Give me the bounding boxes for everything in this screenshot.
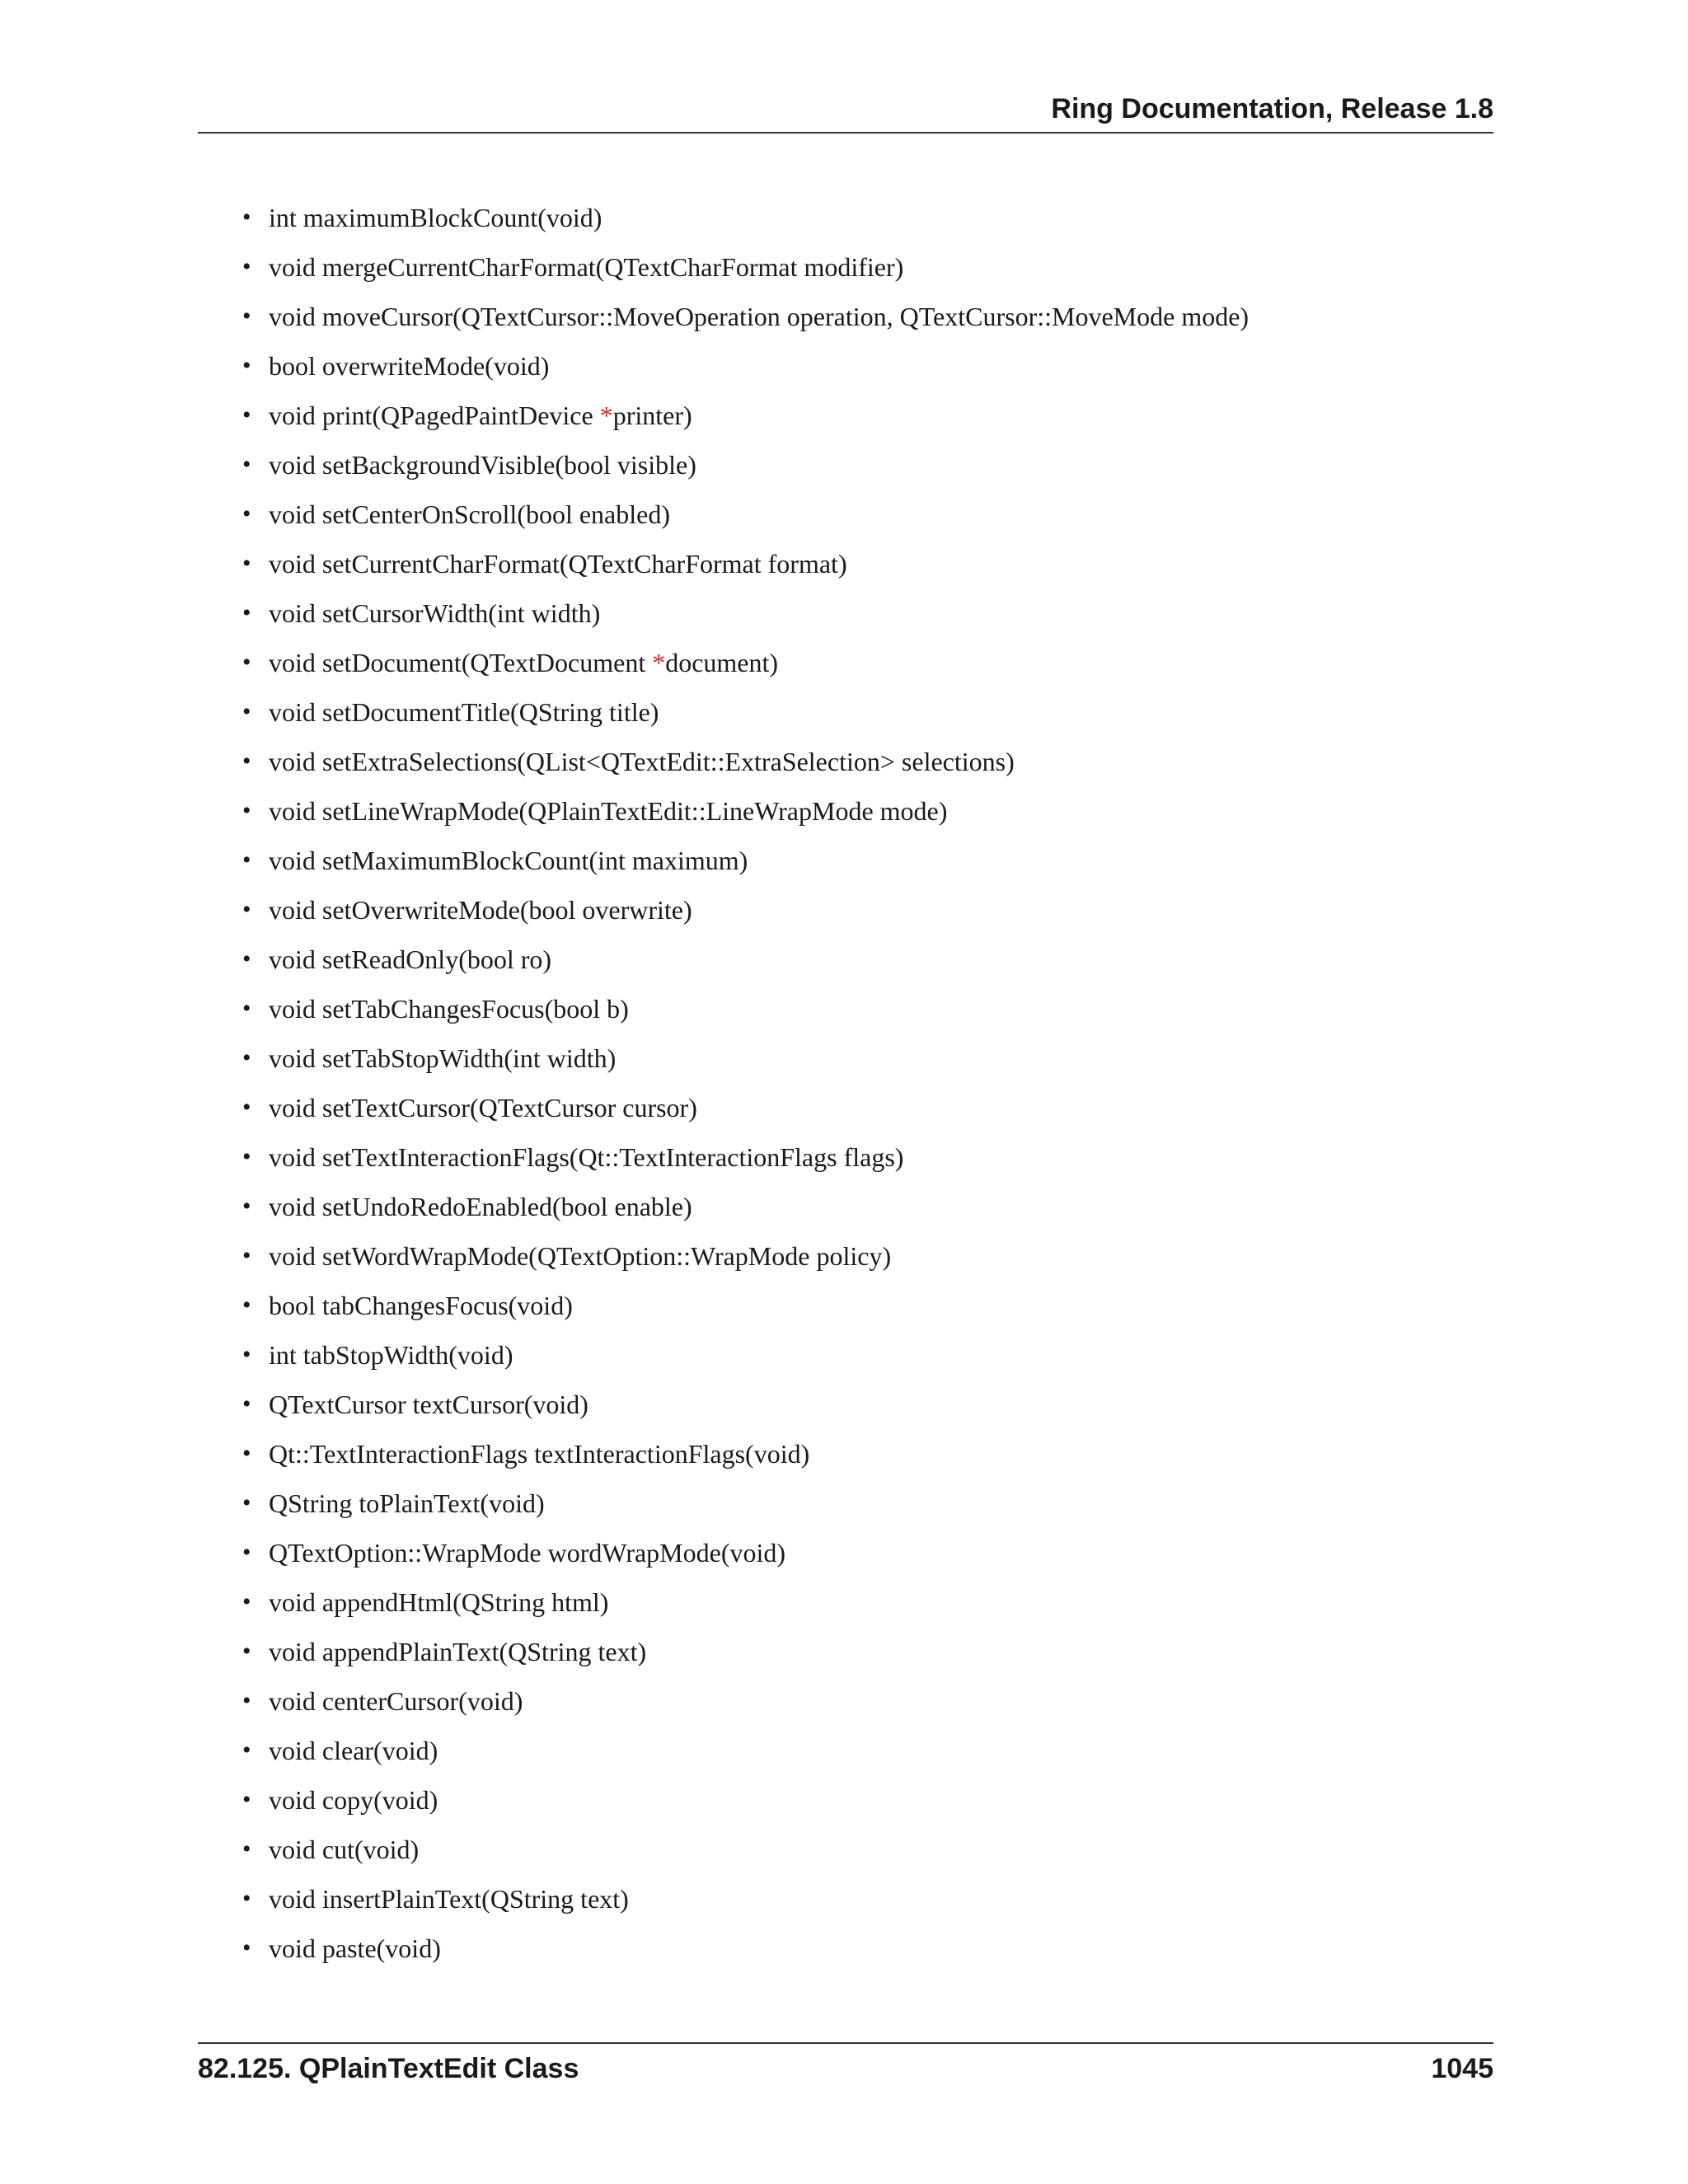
- page-number: 1045: [1431, 2053, 1493, 2084]
- bullet-icon: •: [242, 1934, 251, 1961]
- bullet-icon: •: [242, 1736, 251, 1764]
- bullet-icon: •: [242, 1687, 251, 1714]
- bullet-icon: •: [242, 599, 251, 626]
- method-list-item: [239, 1780, 1249, 1830]
- bullet-icon: •: [242, 1786, 251, 1813]
- method-signature: void cut(void): [269, 1835, 420, 1864]
- method-signature: QString toPlainText(void): [269, 1488, 545, 1518]
- bullet-icon: •: [242, 1885, 251, 1912]
- method-signature: void setLineWrapMode(QPlainTextEdit::LineWrapMode mode): [269, 796, 948, 826]
- bullet-icon: •: [242, 995, 251, 1022]
- method-list-item: [239, 1533, 1249, 1582]
- method-signature: void appendPlainText(QString text): [269, 1637, 647, 1666]
- method-list-item: [239, 297, 1249, 346]
- method-list-item: [239, 1236, 1249, 1286]
- method-signature: void moveCursor(QTextCursor::MoveOperation operation, QTextCursor::MoveMode mode): [269, 302, 1250, 331]
- method-list-item: [239, 1830, 1249, 1879]
- method-list-item: [239, 742, 1249, 791]
- method-list-item: [239, 1088, 1249, 1137]
- bullet-icon: •: [242, 1291, 251, 1319]
- method-signature: bool overwriteMode(void): [269, 351, 550, 381]
- method-list-item: [239, 841, 1249, 890]
- method-signature: void setMaximumBlockCount(int maximum): [269, 846, 748, 875]
- bullet-icon: •: [242, 896, 251, 923]
- bullet-icon: •: [242, 1588, 251, 1615]
- page-header: [198, 92, 1493, 134]
- method-signature: void insertPlainText(QString text): [269, 1884, 629, 1914]
- bullet-icon: •: [242, 401, 251, 429]
- bullet-icon: •: [242, 1539, 251, 1566]
- method-signature: void setExtraSelections(QList<QTextEdit::ExtraSelection> selections): [269, 747, 1015, 776]
- method-signature: void appendHtml(QString html): [269, 1587, 609, 1617]
- method-signature: void setTextInteractionFlags(Qt::TextInteractionFlags flags): [269, 1142, 904, 1172]
- method-list-item: [239, 940, 1249, 989]
- method-list-item: [239, 346, 1249, 396]
- bullet-icon: •: [242, 302, 251, 330]
- method-list-item: [239, 890, 1249, 940]
- method-list-item: [239, 445, 1249, 494]
- method-list-item: [239, 1929, 1249, 1978]
- bullet-icon: •: [242, 1193, 251, 1220]
- bullet-icon: •: [242, 1835, 251, 1863]
- method-list-item: [239, 1879, 1249, 1929]
- method-signature: void setCenterOnScroll(bool enabled): [269, 499, 670, 529]
- bullet-icon: •: [242, 1044, 251, 1071]
- bullet-icon: •: [242, 1390, 251, 1418]
- method-signature: void mergeCurrentCharFormat(QTextCharFormat modifier): [269, 252, 904, 282]
- method-signature: void setTabStopWidth(int width): [269, 1043, 617, 1073]
- method-list-item: [239, 1434, 1249, 1483]
- method-list-item: [239, 1335, 1249, 1385]
- method-list-item: [239, 791, 1249, 841]
- bullet-icon: •: [242, 1094, 251, 1121]
- bullet-icon: •: [242, 698, 251, 725]
- method-signature: QTextOption::WrapMode wordWrapMode(void): [269, 1538, 786, 1568]
- section-title: 82.125. QPlainTextEdit Class: [198, 2053, 579, 2084]
- bullet-icon: •: [242, 649, 251, 676]
- method-list-item: [239, 1632, 1249, 1681]
- bullet-icon: •: [242, 352, 251, 379]
- method-list-item: [239, 1137, 1249, 1187]
- method-list-item: [239, 593, 1249, 643]
- method-list: [239, 198, 1249, 1978]
- bullet-icon: •: [242, 204, 251, 231]
- method-signature: void setDocumentTitle(QString title): [269, 697, 659, 727]
- bullet-icon: •: [242, 1489, 251, 1516]
- method-list-item: [239, 1731, 1249, 1780]
- method-signature: void setTextCursor(QTextCursor cursor): [269, 1093, 697, 1122]
- method-signature: int maximumBlockCount(void): [269, 203, 603, 232]
- method-list-item: [239, 247, 1249, 297]
- bullet-icon: •: [242, 1143, 251, 1170]
- method-signature: void setCursorWidth(int width): [269, 598, 601, 628]
- bullet-icon: •: [242, 550, 251, 577]
- method-list-item: [239, 1582, 1249, 1632]
- bullet-icon: •: [242, 500, 251, 527]
- method-list-item: [239, 396, 1249, 445]
- bullet-icon: •: [242, 1341, 251, 1368]
- method-list-item: [239, 643, 1249, 692]
- method-list-item: [239, 544, 1249, 593]
- method-signature: int tabStopWidth(void): [269, 1340, 513, 1370]
- method-signature: void setReadOnly(bool ro): [269, 944, 552, 974]
- page-footer: [198, 2042, 1493, 2093]
- bullet-icon: •: [242, 1242, 251, 1269]
- method-signature: void setWordWrapMode(QTextOption::WrapMode policy): [269, 1241, 892, 1271]
- bullet-icon: •: [242, 846, 251, 874]
- method-signature: void setOverwriteMode(bool overwrite): [269, 895, 692, 925]
- bullet-icon: •: [242, 748, 251, 775]
- method-signature: void centerCursor(void): [269, 1686, 523, 1716]
- bullet-icon: •: [242, 451, 251, 478]
- method-signature: Qt::TextInteractionFlags textInteractionFlags(void): [269, 1439, 810, 1469]
- method-signature: void setTabChangesFocus(bool b): [269, 994, 629, 1024]
- method-signature: void clear(void): [269, 1736, 438, 1765]
- method-list-item: [239, 1385, 1249, 1434]
- method-list-item: [239, 198, 1249, 247]
- bullet-icon: •: [242, 797, 251, 824]
- method-list-item: [239, 692, 1249, 742]
- method-signature: void setUndoRedoEnabled(bool enable): [269, 1192, 692, 1221]
- method-signature: bool tabChangesFocus(void): [269, 1291, 573, 1320]
- document-title: Ring Documentation, Release 1.8: [1051, 93, 1493, 124]
- bullet-icon: •: [242, 945, 251, 972]
- method-list-item: [239, 1681, 1249, 1731]
- bullet-icon: •: [242, 1638, 251, 1665]
- method-list-item: [239, 494, 1249, 544]
- method-list-item: [239, 1483, 1249, 1533]
- method-list-item: [239, 1286, 1249, 1335]
- method-signature: void copy(void): [269, 1785, 438, 1815]
- method-list-item: [239, 1038, 1249, 1088]
- method-signature: void setCurrentCharFormat(QTextCharFormat format): [269, 549, 847, 579]
- bullet-icon: •: [242, 253, 251, 280]
- method-list-item: [239, 989, 1249, 1038]
- method-signature: void setDocument(QTextDocument *document): [269, 648, 779, 677]
- bullet-icon: •: [242, 1440, 251, 1467]
- method-signature: QTextCursor textCursor(void): [269, 1390, 588, 1419]
- method-signature: void paste(void): [269, 1933, 441, 1963]
- method-signature: void print(QPagedPaintDevice *printer): [269, 401, 692, 430]
- method-list-item: [239, 1187, 1249, 1236]
- method-signature: void setBackgroundVisible(bool visible): [269, 450, 696, 480]
